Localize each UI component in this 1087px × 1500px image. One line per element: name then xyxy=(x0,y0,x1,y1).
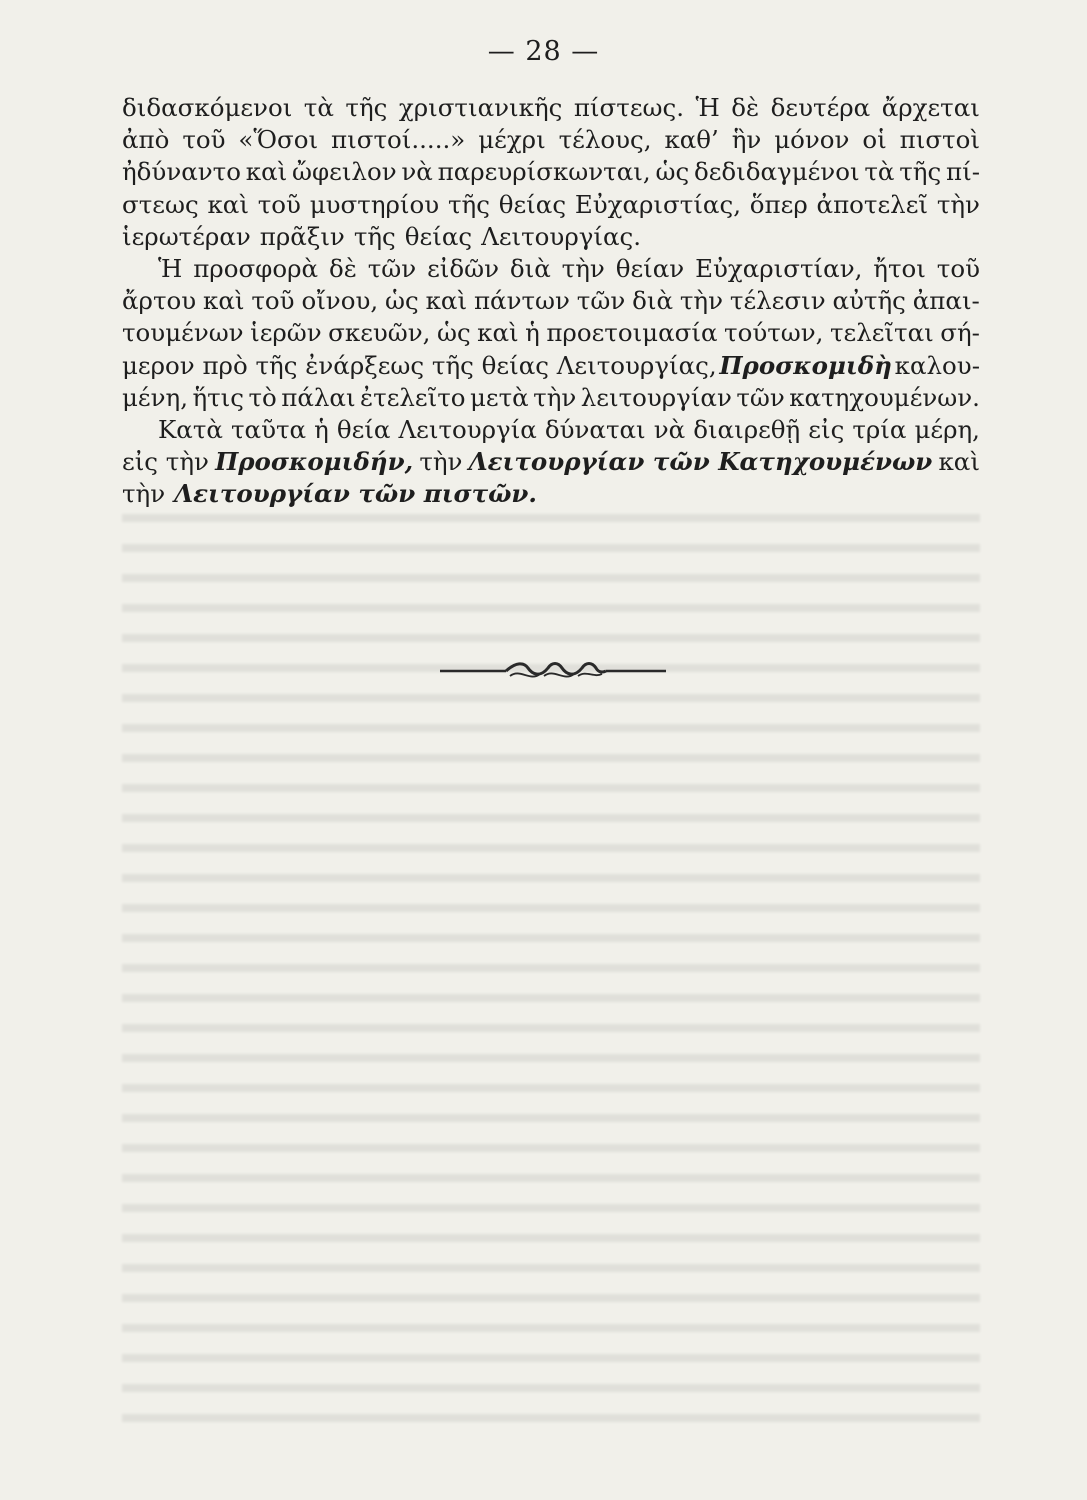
text-line xyxy=(122,414,980,446)
emphasis-leitourgia-katechoumenon: Λειτουργίαν τῶν Κατηχουμένων xyxy=(468,447,933,477)
word: ὡς xyxy=(436,318,471,348)
word: τῆς xyxy=(899,157,942,187)
word: στεως xyxy=(122,189,199,219)
word: τῆς xyxy=(447,189,490,219)
text-line xyxy=(122,317,980,349)
word: Ἡ xyxy=(158,253,183,283)
word: Εὐχαριστίας, xyxy=(574,189,741,219)
word: τουμένων xyxy=(122,318,244,348)
text-line xyxy=(122,124,980,156)
word: νὰ xyxy=(401,157,433,187)
word: αὐτῆς xyxy=(832,286,906,316)
word: ἤτοι xyxy=(873,253,926,283)
text-line xyxy=(122,382,980,414)
word: δὲ xyxy=(731,93,760,122)
word: τὴν xyxy=(561,253,605,283)
word: μέχρι xyxy=(478,125,546,155)
word: προετοιμασία xyxy=(546,318,718,348)
word: θείας xyxy=(404,221,473,251)
word: ὡς xyxy=(385,286,419,316)
word: ἀπαι- xyxy=(912,286,980,316)
word: καὶ xyxy=(207,189,249,219)
word: διαιρεθῇ xyxy=(693,414,801,444)
word: Λειτουργία xyxy=(398,414,537,444)
word: Κατὰ xyxy=(158,414,223,444)
word: τῶν xyxy=(576,286,626,316)
emphasis-leitourgia-piston: Λειτουργίαν τῶν πιστῶν. xyxy=(174,479,537,509)
word: πάντων xyxy=(473,286,570,316)
word: θεία xyxy=(336,414,391,444)
text-segment: τὴν xyxy=(419,447,463,477)
word: οἱ xyxy=(862,125,887,155)
word: τέλους, xyxy=(558,125,652,155)
word: νὰ xyxy=(653,414,686,444)
word: δευτέρα xyxy=(770,93,871,122)
word: τοῦ xyxy=(936,253,980,283)
page-number: — 28 — xyxy=(487,36,600,67)
word: καὶ xyxy=(425,286,468,316)
word: τὴν xyxy=(936,189,980,219)
word: διὰ xyxy=(632,286,673,316)
word: τὴν xyxy=(679,286,724,316)
word: ἣν xyxy=(731,125,762,155)
word: «Ὅσοι xyxy=(238,125,319,155)
word: εἰδῶν xyxy=(427,253,499,283)
emphasis-proskomidin: Προσκομιδήν, xyxy=(215,447,414,477)
emphasis-proskomidi: Προσκομιδὴ xyxy=(719,350,892,380)
word: παρευρίσκωνται, xyxy=(437,157,651,187)
word: τοῦ xyxy=(182,125,226,155)
word: σή- xyxy=(940,318,980,348)
word: ταῦτα xyxy=(230,414,307,444)
word: καὶ xyxy=(477,318,519,348)
word: πρᾶξιν xyxy=(259,221,345,251)
word: Ἡ xyxy=(695,93,720,122)
text-segment: καλου- xyxy=(894,350,980,380)
word: Λειτουργίας. xyxy=(481,221,642,251)
word: τῆς xyxy=(353,221,396,251)
word: μέρη, xyxy=(914,414,980,444)
text-line-with-emphasis xyxy=(122,350,980,382)
word: χριστιανικῆς xyxy=(398,93,563,122)
bleed-through-texture xyxy=(122,500,980,1430)
word: κατηχουμένων. xyxy=(789,382,980,412)
word: τῶν xyxy=(736,382,785,412)
word: μυστηρίου xyxy=(309,189,440,219)
word: τέλεσιν xyxy=(729,286,826,316)
word: πάλαι xyxy=(281,382,356,412)
word: ἀποτελεῖ xyxy=(816,189,929,219)
word: εἰς xyxy=(808,414,845,444)
text-line xyxy=(122,221,980,253)
word: τοῦ xyxy=(257,189,301,219)
word: τὰ xyxy=(864,157,895,187)
word: ὤφειλον xyxy=(292,157,397,187)
word: λειτουργίαν xyxy=(580,382,732,412)
text-line xyxy=(122,189,980,221)
word: διὰ xyxy=(509,253,551,283)
text-segment: εἰς τὴν xyxy=(122,447,209,477)
word: τρία xyxy=(852,414,907,444)
word: θείας xyxy=(498,189,567,219)
word: ἄρχεται xyxy=(881,93,980,122)
word: ἡ xyxy=(525,318,540,348)
word: θείαν xyxy=(615,253,685,283)
text-line xyxy=(122,285,980,317)
word: τελεῖται xyxy=(829,318,934,348)
text-segment: καὶ xyxy=(938,447,980,477)
text-segment: τὴν xyxy=(122,479,166,509)
word: προσφορὰ xyxy=(193,253,319,283)
word: τῆς xyxy=(345,93,388,122)
word: τῶν xyxy=(367,253,417,283)
word: καὶ xyxy=(245,157,288,187)
text-line xyxy=(122,92,980,124)
word: καὶ xyxy=(203,286,245,316)
word: ἡ xyxy=(314,414,329,444)
word: πιστοὶ xyxy=(899,125,980,155)
word: ἠδύναντο xyxy=(122,157,241,187)
word: ἐτελεῖτο xyxy=(360,382,466,412)
word: ὅπερ xyxy=(749,189,808,219)
word: σκευῶν, xyxy=(328,318,431,348)
text-line-with-emphasis xyxy=(122,478,980,510)
word: πιστοί.....» xyxy=(331,125,466,155)
word: ἄρτου xyxy=(122,286,197,316)
word: πίστεως. xyxy=(573,93,684,122)
word: τούτων, xyxy=(724,318,824,348)
word: τὸ xyxy=(248,382,277,412)
word: ἥτις xyxy=(192,382,244,412)
word: μετὰ xyxy=(469,382,529,412)
word: δύναται xyxy=(544,414,646,444)
word: ἱερωτέραν xyxy=(122,221,251,251)
word: ὡς xyxy=(655,157,690,187)
word: δὲ xyxy=(328,253,357,283)
word: δεδιδαγμένοι xyxy=(693,157,860,187)
word: ἀπὸ xyxy=(122,125,170,155)
word: τὴν xyxy=(533,382,577,412)
word: τοῦ xyxy=(251,286,295,316)
section-divider-ornament xyxy=(440,656,666,684)
word: καθ’ xyxy=(664,125,719,155)
text-segment: μερον πρὸ τῆς ἐνάρξεως τῆς θείας Λειτουργίας, xyxy=(122,350,717,380)
text-line xyxy=(122,253,980,285)
word: οἴνου, xyxy=(301,286,379,316)
word: μόνον xyxy=(774,125,850,155)
body-text xyxy=(122,92,980,510)
word: Εὐχαριστίαν, xyxy=(695,253,863,283)
word: διδασκόμενοι xyxy=(122,93,293,122)
word: πί- xyxy=(945,157,980,187)
text-line xyxy=(122,156,980,188)
word: τὰ xyxy=(303,93,334,122)
word: μένη, xyxy=(122,382,188,412)
word: ἱερῶν xyxy=(250,318,322,348)
text-line-with-emphasis xyxy=(122,446,980,478)
